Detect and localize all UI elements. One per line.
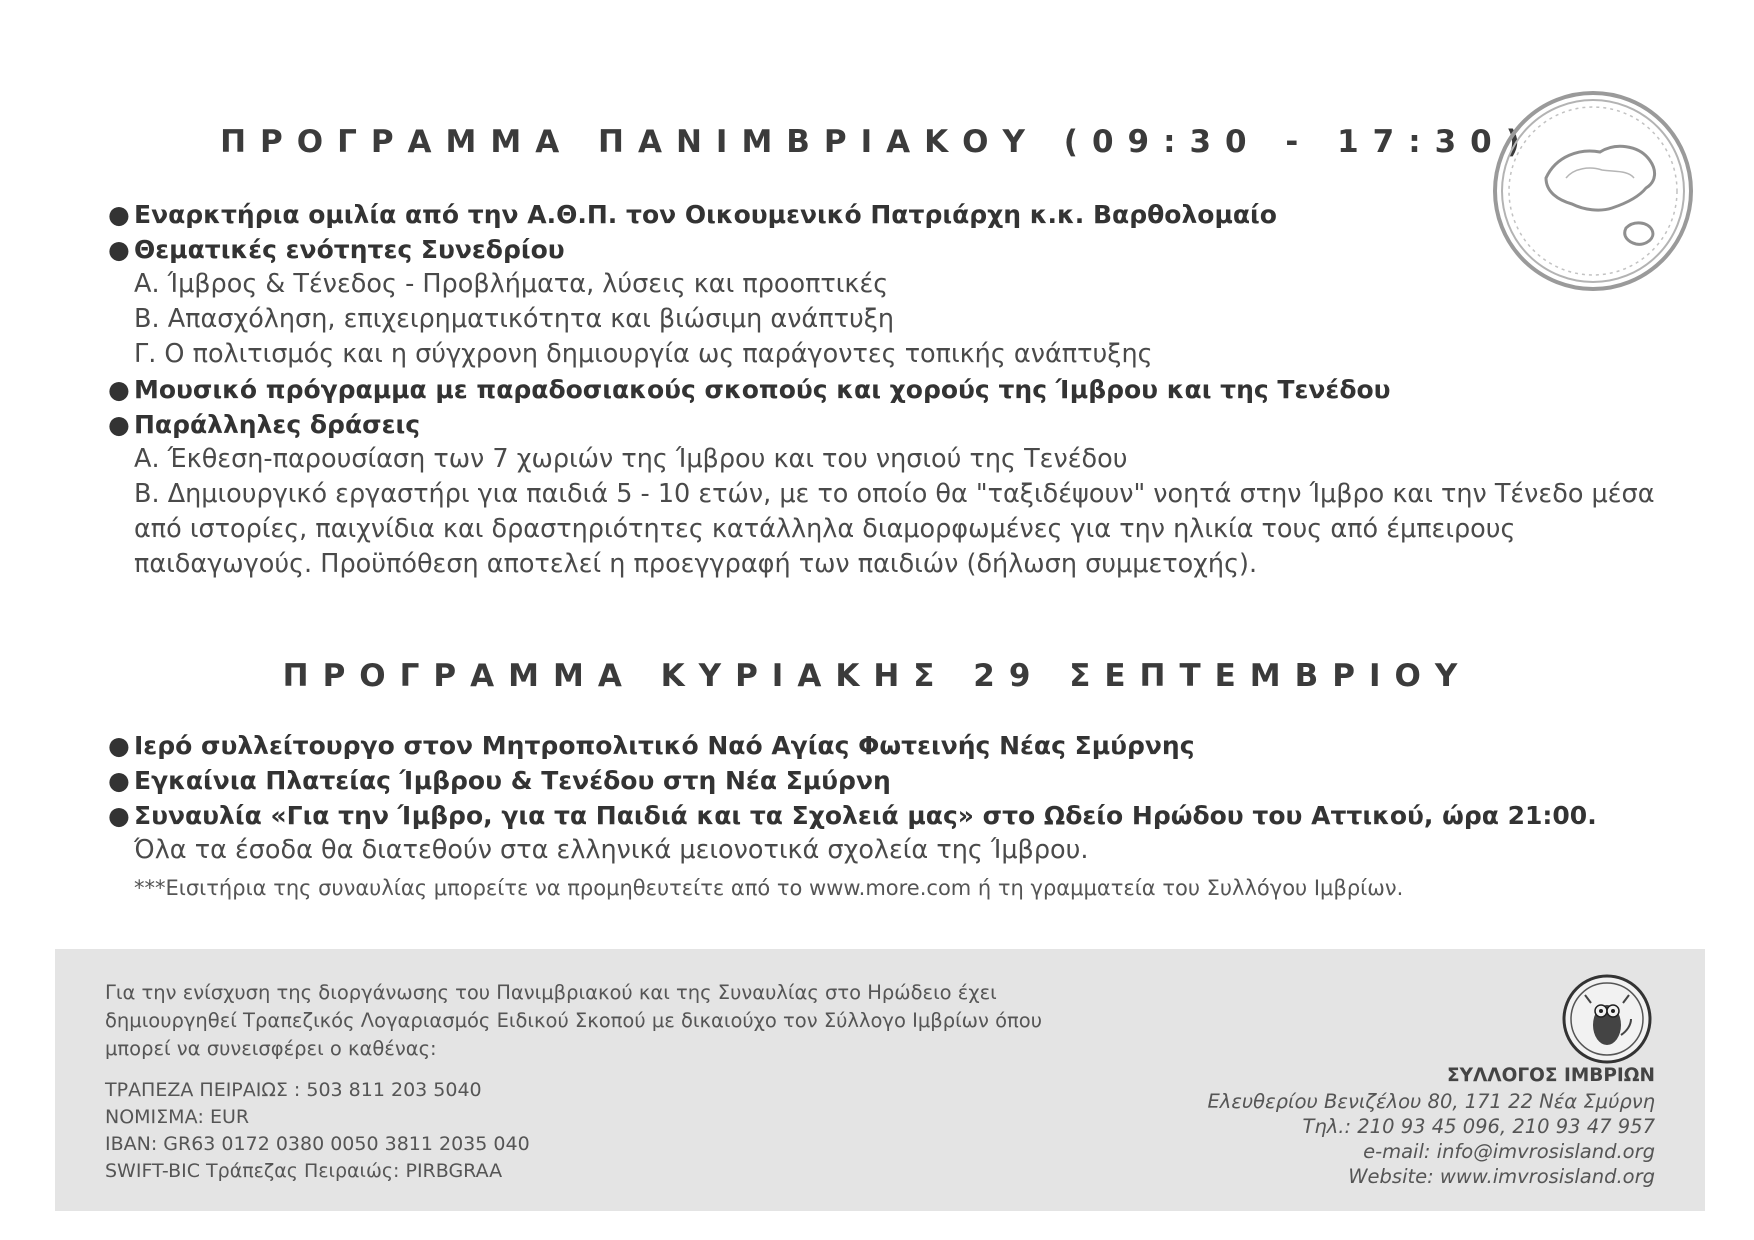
bullet-icon: ● xyxy=(108,200,130,229)
bullet-icon: ● xyxy=(108,235,130,264)
list-item xyxy=(108,197,1668,232)
donation-intro: Για την ενίσχυση της διοργάνωσης του Πανιμβριακού και της Συναυλίας στο Ηρώδειο έχει δημιουργηθεί Τραπεζικός Λογαριασμός Ειδικού Σκοπού με δικαιούχο τον Σύλλογο Ιμβρίων όπου μπορεί να συνεισφέρει ο καθένας: xyxy=(105,981,1042,1060)
list-item xyxy=(108,763,1668,798)
bullet-icon: ● xyxy=(108,375,130,404)
list-item xyxy=(108,728,1668,763)
bullet-icon: ● xyxy=(108,801,130,830)
organization-contact xyxy=(1207,1063,1655,1189)
organization-name: ΣΥΛΛΟΓΟΣ ΙΜΒΡΙΩΝ xyxy=(1446,1065,1655,1086)
bank-detail-line: IBAN: GR63 0172 0380 0050 3811 2035 040 xyxy=(105,1133,530,1155)
session-item: Β. Απασχόληση, επιχειρηματικότητα και βιώσιμη ανάπτυξη xyxy=(134,304,895,334)
tickets-note: ***Εισιτήρια της συναυλίας μπορείτε να προμηθευτείτε από το www.more.com ή τη γραμματεία του Συλλόγου Ιμβρίων. xyxy=(134,876,1404,900)
bank-detail-line: ΝΟΜΙΣΜΑ: EUR xyxy=(105,1106,250,1128)
program-item-label: Ιερό συλλείτουργο στον Μητροπολιτικό Ναό Αγίας Φωτεινής Νέας Σμύρνης xyxy=(134,731,1195,760)
bullet-icon: ● xyxy=(108,731,130,760)
bank-detail-line: ΤΡΑΠΕΖΑ ΠΕΙΡΑΙΩΣ : 503 811 203 5040 xyxy=(105,1079,482,1101)
program-panimvriako-list xyxy=(108,197,1668,582)
bullet-icon: ● xyxy=(108,766,130,795)
list-item xyxy=(108,407,1668,582)
organization-website: Website: www.imvrosisland.org xyxy=(1348,1165,1655,1188)
list-item xyxy=(108,232,1668,372)
program-title-sunday: ΠΡΟΓΡΑΜΜΑ ΚΥΡΙΑΚΗΣ 29 ΣΕΠΤΕΜΒΡΙΟΥ xyxy=(282,658,1472,694)
program-item-label: Εγκαίνια Πλατείας Ίμβρου & Τενέδου στη Νέα Σμύρνη xyxy=(134,766,891,795)
program-item-label: Θεματικές ενότητες Συνεδρίου xyxy=(134,235,565,264)
bank-detail-line: SWIFT-BIC Τράπεζας Πειραιώς: PIRBGRAA xyxy=(105,1160,503,1182)
bank-details xyxy=(105,1077,530,1185)
program-item-label: Μουσικό πρόγραμμα με παραδοσιακούς σκοπούς και χορούς της Ίμβρου και της Τενέδου xyxy=(134,375,1391,404)
proceeds-text: Όλα τα έσοδα θα διατεθούν στα ελληνικά μειονοτικά σχολεία της Ίμβρου. xyxy=(134,835,1089,865)
program-item-label: Συναυλία «Για την Ίμβρο, για τα Παιδιά και τα Σχολειά μας» στο Ωδείο Ηρώδου του Αττικού, ώρα 21:00. xyxy=(134,801,1597,830)
activity-item: Α. Έκθεση-παρουσίαση των 7 χωριών της Ίμβρου και του νησιού της Τενέδου xyxy=(134,444,1128,474)
organization-phone: Τηλ.: 210 93 45 096, 210 93 47 957 xyxy=(1302,1115,1655,1138)
list-item xyxy=(108,798,1668,904)
bullet-icon: ● xyxy=(108,410,130,439)
session-item: Α. Ίμβρος & Τένεδος - Προβλήματα, λύσεις και προοπτικές xyxy=(134,269,889,299)
program-item-label: Παράλληλες δράσεις xyxy=(134,410,421,439)
session-item: Γ. Ο πολιτισμός και η σύγχρονη δημιουργία ως παράγοντες τοπικής ανάπτυξης xyxy=(134,339,1153,369)
donation-footer xyxy=(55,949,1705,1211)
activity-item: Β. Δημιουργικό εργαστήρι για παιδιά 5 - 10 ετών, με το οποίο θα "ταξιδέψουν" νοητά στην Ίμβρο και την Τένεδο μέσα από ιστορίες, παιχνίδια και δραστηριότητες κατάλληλα διαμορφωμένες για την ηλικία τους από έμπειρους παιδαγωγούς. Προϋπόθεση αποτελεί η προεγγραφή των παιδιών (δήλωση συμμετοχής). xyxy=(134,479,1655,579)
organization-address: Ελευθερίου Βενιζέλου 80, 171 22 Νέα Σμύρνη xyxy=(1207,1090,1655,1113)
owl-coin-logo-icon xyxy=(1561,973,1653,1065)
program-sunday-list xyxy=(108,728,1668,904)
program-item-label: Εναρκτήρια ομιλία από την Α.Θ.Π. τον Οικουμενικό Πατριάρχη κ.κ. Βαρθολομαίο xyxy=(134,200,1277,229)
list-item xyxy=(108,372,1668,407)
program-title-panimvriako: ΠΡΟΓΡΑΜΜΑ ΠΑΝΙΜΒΡΙΑΚΟΥ (09:30 - 17:30) xyxy=(220,124,1534,160)
organization-email: e-mail: info@imvrosisland.org xyxy=(1363,1140,1655,1163)
